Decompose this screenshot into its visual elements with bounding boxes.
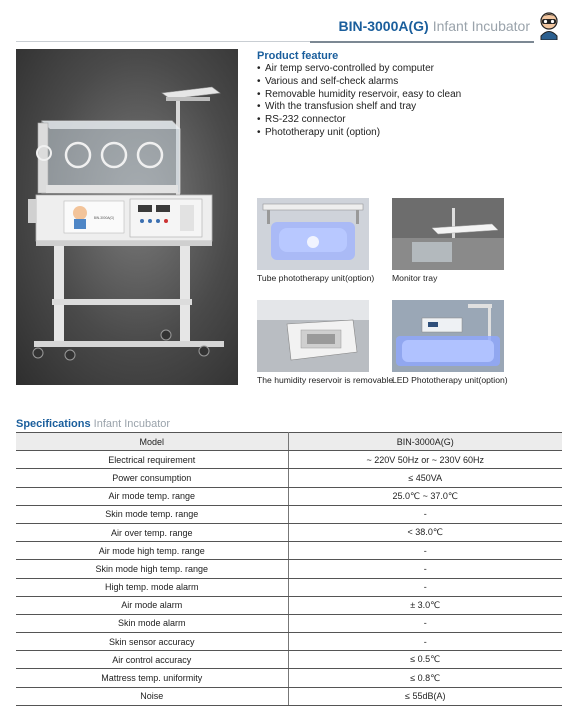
thumb-led-phototherapy	[392, 300, 504, 372]
bullet-icon: •	[257, 114, 261, 126]
table-row: Noise ≤ 55dB(A)	[16, 687, 562, 705]
feature-item: • RS-232 connector	[257, 114, 346, 126]
page-header	[0, 10, 574, 44]
thumb-caption: Monitor tray	[392, 273, 438, 283]
thumb-caption: Tube phototherapy unit(option)	[257, 273, 375, 283]
table-row: Skin sensor accuracy -	[16, 633, 562, 651]
table-row: Air over temp. range < 38.0℃	[16, 523, 562, 541]
bullet-icon: •	[257, 101, 261, 113]
bullet-icon: •	[257, 126, 261, 138]
brand-logo-icon	[536, 10, 562, 40]
table-row: Air control accuracy ≤ 0.5℃	[16, 651, 562, 669]
thumb-caption: The humidity reservoir is removable	[257, 375, 394, 385]
feature-item: • Air temp servo-controlled by computer	[257, 63, 434, 74]
specifications-table	[16, 432, 562, 706]
table-row: Skin mode alarm -	[16, 614, 562, 632]
features-title: Product feature	[257, 50, 339, 62]
table-row: Air mode high temp. range -	[16, 542, 562, 560]
table-row: Power consumption ≤ 450VA	[16, 469, 562, 487]
column-header: BIN-3000A(G)	[288, 433, 562, 451]
table-row: High temp. mode alarm -	[16, 578, 562, 596]
main-product-photo	[16, 49, 238, 385]
bullet-icon: •	[257, 63, 261, 74]
table-row: Mattress temp. uniformity ≤ 0.8℃	[16, 669, 562, 687]
feature-item: • Removable humidity reservoir, easy to clean	[257, 88, 462, 100]
table-row: Skin mode high temp. range -	[16, 560, 562, 578]
features-list	[257, 63, 557, 140]
table-row: Electrical requirement ~ 220V 50Hz or ~ 230V 60Hz	[16, 451, 562, 469]
page-title	[338, 18, 530, 34]
table-row: Air mode alarm ± 3.0℃	[16, 596, 562, 614]
thumb-tube-phototherapy	[257, 198, 369, 270]
feature-item: • With the transfusion shelf and tray	[257, 101, 417, 113]
thumb-humidity-reservoir	[257, 300, 369, 372]
incubator-illustration	[16, 49, 238, 385]
table-row: Air mode temp. range 25.0℃ ~ 37.0℃	[16, 487, 562, 505]
model-name: BIN-3000A(G)	[338, 18, 429, 34]
feature-item: • Phototherapy unit (option)	[257, 126, 381, 138]
thumb-caption: LED Phototherapy unit(option)	[392, 375, 508, 385]
product-features	[257, 50, 557, 140]
specifications-title: Specifications Infant Incubator	[16, 418, 171, 430]
bullet-icon: •	[257, 88, 261, 100]
thumb-monitor-tray	[392, 198, 504, 270]
device-panel-label: BIN-3000A(G)	[93, 216, 115, 220]
table-header-row	[16, 433, 562, 451]
product-type: Infant Incubator	[432, 18, 530, 34]
table-row: Skin mode temp. range -	[16, 505, 562, 523]
header-divider-accent	[310, 41, 534, 43]
bullet-icon: •	[257, 75, 261, 87]
feature-item: • Various and self-check alarms	[257, 75, 399, 87]
column-header: Model	[16, 433, 288, 451]
